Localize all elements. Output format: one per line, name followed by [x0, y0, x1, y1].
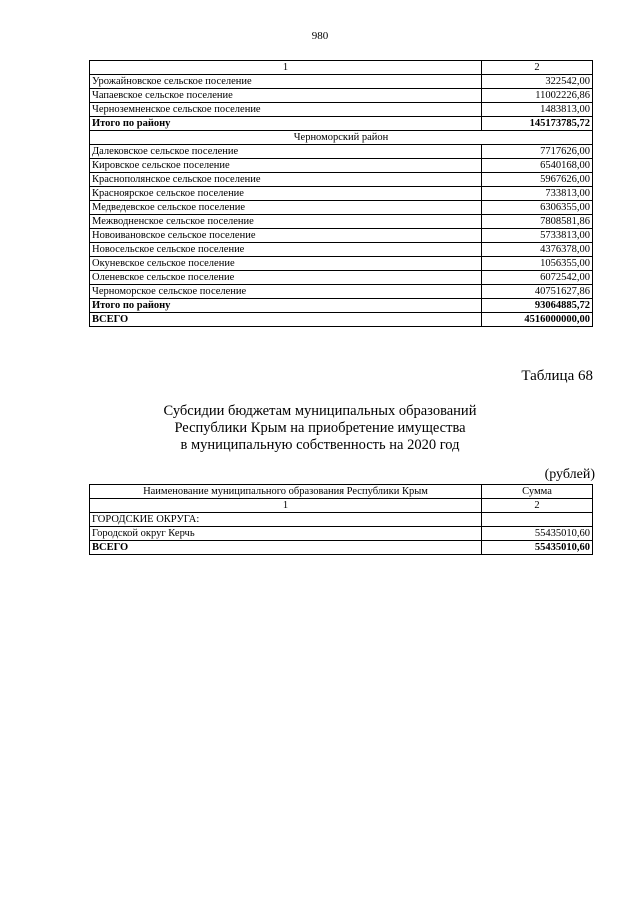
municipality-name: ВСЕГО [90, 541, 482, 555]
municipality-name: Городской округ Керчь [90, 527, 482, 541]
amount: 4516000000,00 [482, 313, 593, 327]
column-number: 2 [482, 61, 593, 75]
table-row [90, 229, 593, 243]
amount: 7808581,86 [482, 215, 593, 229]
table-row [90, 173, 593, 187]
amount: 55435010,60 [482, 541, 593, 555]
amount: 1483813,00 [482, 103, 593, 117]
title-line: Субсидии бюджетам муниципальных образований [163, 403, 477, 419]
amount: 40751627,86 [482, 285, 593, 299]
table-row [90, 527, 593, 541]
municipality-name: Итого по району [90, 299, 482, 313]
table-header-row [90, 61, 593, 75]
units-label: (рублей) [544, 467, 595, 482]
table-row [90, 75, 593, 89]
municipality-name: Окуневское сельское поселение [90, 257, 482, 271]
column-number: 2 [482, 499, 593, 513]
title-line: в муниципальную собственность на 2020 год [180, 437, 460, 453]
municipality-name: Далековское сельское поселение [90, 145, 482, 159]
table-title [0, 403, 640, 454]
municipality-name: Новоивановское сельское поселение [90, 229, 482, 243]
total-row [90, 299, 593, 313]
column-number: 1 [90, 61, 482, 75]
total-row [90, 313, 593, 327]
table-row [90, 187, 593, 201]
section-title: Черноморский район [90, 131, 593, 145]
subsidy-table [89, 484, 593, 555]
municipality-name: Краснополянское сельское поселение [90, 173, 482, 187]
table-row [90, 513, 593, 527]
amount: 6306355,00 [482, 201, 593, 215]
amount: 145173785,72 [482, 117, 593, 131]
page-number: 980 [311, 30, 329, 42]
amount: 7717626,00 [482, 145, 593, 159]
municipality-name: Чапаевское сельское поселение [90, 89, 482, 103]
table-row [90, 103, 593, 117]
allocation-table-continued [89, 60, 593, 327]
municipality-name: Итого по району [90, 117, 482, 131]
municipality-name: Черноморское сельское поселение [90, 285, 482, 299]
amount: 6072542,00 [482, 271, 593, 285]
table-row [90, 145, 593, 159]
municipality-name: Черноземненское сельское поселение [90, 103, 482, 117]
total-row [90, 541, 593, 555]
table-row [90, 257, 593, 271]
amount: 1056355,00 [482, 257, 593, 271]
table-header-row [90, 485, 593, 499]
amount: 55435010,60 [482, 527, 593, 541]
column-header: Сумма [482, 485, 593, 499]
table-row [90, 285, 593, 299]
amount: 6540168,00 [482, 159, 593, 173]
municipality-name: ГОРОДСКИЕ ОКРУГА: [90, 513, 482, 527]
table-row [90, 271, 593, 285]
municipality-name: Новосельское сельское поселение [90, 243, 482, 257]
municipality-name: Кировское сельское поселение [90, 159, 482, 173]
section-row [90, 131, 593, 145]
amount: 93064885,72 [482, 299, 593, 313]
municipality-name: ВСЕГО [90, 313, 482, 327]
amount: 11002226,86 [482, 89, 593, 103]
title-line: Республики Крым на приобретение имущества [174, 420, 466, 436]
table-row [90, 243, 593, 257]
column-header: Наименование муниципального образования Республики Крым [90, 485, 482, 499]
municipality-name: Красноярское сельское поселение [90, 187, 482, 201]
table-row [90, 201, 593, 215]
table-column-numbers-row [90, 499, 593, 513]
amount [482, 513, 593, 527]
amount: 5967626,00 [482, 173, 593, 187]
amount: 5733813,00 [482, 229, 593, 243]
amount: 4376378,00 [482, 243, 593, 257]
column-number: 1 [90, 499, 482, 513]
amount: 733813,00 [482, 187, 593, 201]
table-row [90, 215, 593, 229]
municipality-name: Межводненское сельское поселение [90, 215, 482, 229]
municipality-name: Медведевское сельское поселение [90, 201, 482, 215]
table-row [90, 159, 593, 173]
municipality-name: Урожайновское сельское поселение [90, 75, 482, 89]
table-label: Таблица 68 [521, 368, 593, 384]
amount: 322542,00 [482, 75, 593, 89]
table-row [90, 89, 593, 103]
municipality-name: Оленевское сельское поселение [90, 271, 482, 285]
total-row [90, 117, 593, 131]
